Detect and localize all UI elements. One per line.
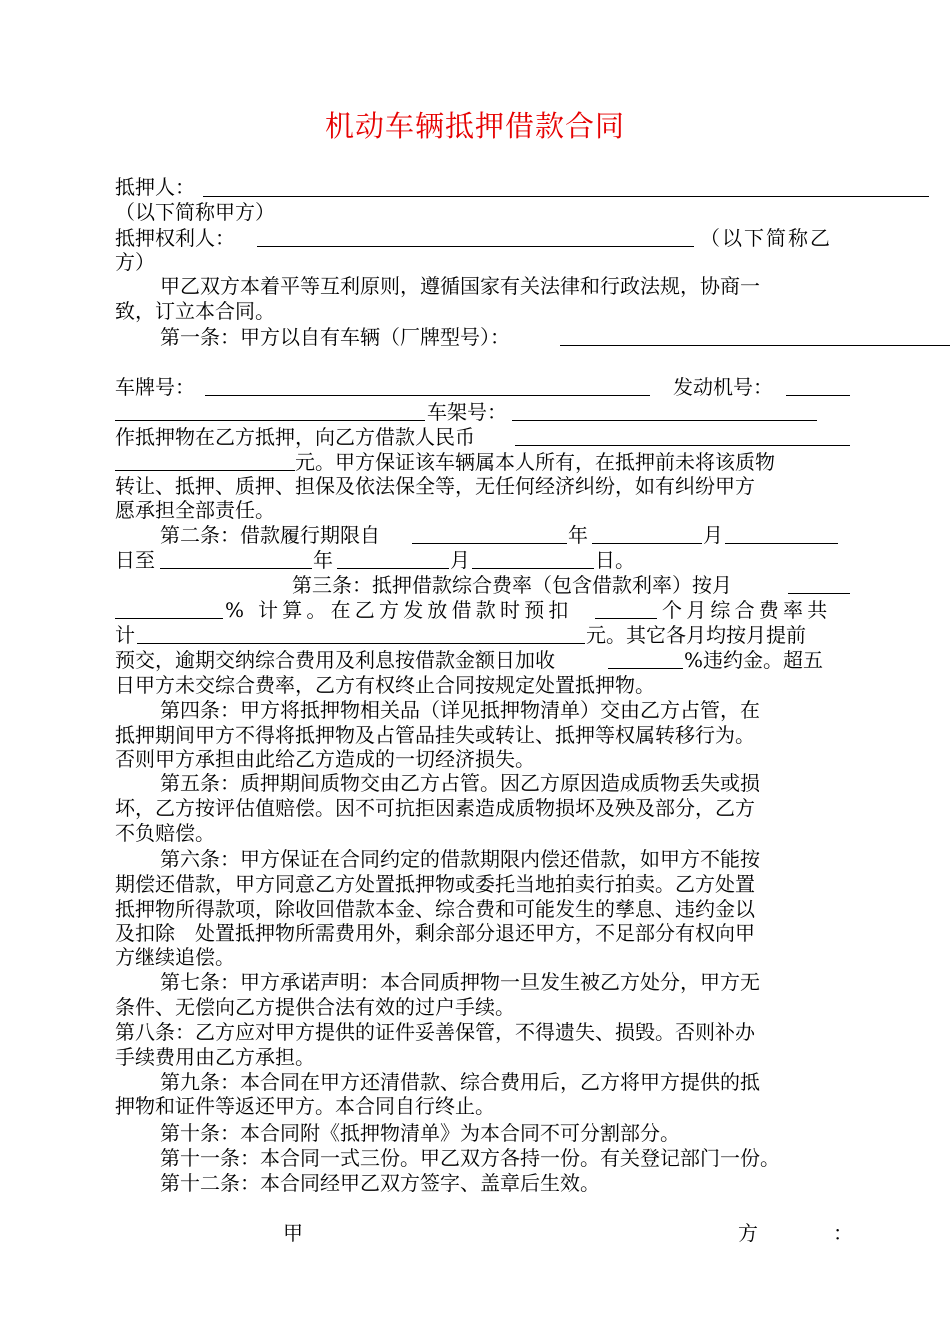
blank-engine-number [786, 395, 850, 396]
text-line: %违约金。超五 [684, 648, 824, 672]
blank-plate-number [205, 395, 650, 396]
blank-end-month [337, 568, 449, 569]
document-title: 机动车辆抵押借款合同 [324, 109, 625, 143]
text-line: 年 [568, 523, 588, 547]
text-line: 坏，乙方按评估值赔偿。因不可抗拒因素造成质物损坏及殃及部分，乙方 [115, 796, 755, 820]
text-line: 第一条：甲方以自有车辆（厂牌型号）： [160, 325, 510, 349]
text-line: % [225, 598, 245, 622]
text-line: 期偿还借款，甲方同意乙方处置抵押物或委托当地拍卖行拍卖。乙方处置 [115, 872, 755, 896]
text-line: 转让、抵押、质押、担保及依法保全等，无任何经济纠纷，如有纠纷甲方 [115, 474, 755, 498]
text-line: 甲乙双方本着平等互利原则，遵循国家有关法律和行政法规，协商一 [160, 274, 760, 298]
blank-mortgagor [203, 196, 929, 197]
text-line: 元。其它各月均按月提前 [586, 623, 806, 647]
text-line: 车牌号： [115, 375, 195, 399]
blank-start-year [412, 543, 567, 544]
text-line: 第二条：借款履行期限自 [160, 523, 380, 547]
signature-colon: ： [833, 1221, 853, 1245]
blank-frame-number [512, 420, 817, 421]
text-line: （以下简称甲方） [115, 200, 275, 224]
text-line: 作抵押物在乙方抵押，向乙方借款人民币 [115, 425, 475, 449]
text-line: 车架号： [427, 400, 507, 424]
signature-party-a-label: 甲 [283, 1221, 303, 1245]
text-line: 第十一条：本合同一式三份。甲乙双方各持一份。有关登记部门一份。 [160, 1146, 780, 1170]
text-line: 第五条：质押期间质物交由乙方占管。因乙方原因造成质物丢失或损 [160, 771, 760, 795]
text-line: 抵押人： [115, 175, 195, 199]
text-line: 第九条：本合同在甲方还清借款、综合费用后，乙方将甲方提供的抵 [160, 1070, 760, 1094]
text-line: 预交，逾期交纳综合费用及利息按借款金额日加收 [115, 648, 555, 672]
text-line: 月 [703, 523, 723, 547]
text-line: 月 [450, 548, 470, 572]
blank-end-year [160, 568, 312, 569]
blank-vehicle-model [560, 345, 950, 346]
text-line: 第七条：甲方承诺声明：本合同质押物一旦发生被乙方处分，甲方无 [160, 970, 760, 994]
blank-start-month [592, 543, 702, 544]
text-line: 押物和证件等返还甲方。本合同自行终止。 [115, 1094, 495, 1118]
text-line: 计算。在乙方发放借款时预扣 [258, 598, 573, 622]
blank-loan-amount-cont [115, 470, 295, 471]
text-line: 个月综合费率共 [662, 598, 832, 622]
text-line: 日。 [595, 548, 635, 572]
blank-months-withheld [595, 618, 657, 619]
text-line: 日至 [115, 548, 155, 572]
text-line: 手续费用由乙方承担。 [115, 1045, 315, 1069]
text-line: 条件、无偿向乙方提供合法有效的过户手续。 [115, 995, 515, 1019]
text-line: 元。甲方保证该车辆属本人所有，在抵押前未将该质物 [295, 450, 775, 474]
text-line: 第四条：甲方将抵押物相关品（详见抵押物清单）交由乙方占管，在 [160, 698, 760, 722]
blank-loan-amount [515, 445, 850, 446]
blank-monthly-rate [788, 593, 850, 594]
text-line: 第八条：乙方应对甲方提供的证件妥善保管，不得遗失、损毁。否则补办 [115, 1020, 755, 1044]
blank-penalty-rate [608, 668, 683, 669]
text-line: 愿承担全部责任。 [115, 498, 275, 522]
text-line: 第三条：抵押借款综合费率（包含借款利率）按月 [292, 573, 732, 597]
text-line: 第六条：甲方保证在合同约定的借款期限内偿还借款，如甲方不能按 [160, 847, 760, 871]
blank-monthly-rate-cont [115, 618, 223, 619]
text-line: 方） [115, 250, 155, 274]
blank-start-day [725, 543, 838, 544]
blank-engine-number-cont [115, 420, 425, 421]
blank-end-day [472, 568, 594, 569]
text-line: 抵押物所得款项，除收回借款本金、综合费和可能发生的孳息、违约金以 [115, 897, 755, 921]
text-line: 发动机号： [673, 375, 773, 399]
text-line: （以下简称乙 [700, 226, 832, 250]
text-line: 不负赔偿。 [115, 821, 215, 845]
text-line: 计 [115, 623, 135, 647]
text-line: 抵押期间甲方不得将抵押物及占管品挂失或转让、抵押等权属转移行为。 [115, 723, 755, 747]
text-line: 第十条：本合同附《抵押物清单》为本合同不可分割部分。 [160, 1121, 680, 1145]
text-line: 否则甲方承担由此给乙方造成的一切经济损失。 [115, 747, 535, 771]
text-line: 方继续追偿。 [115, 945, 235, 969]
blank-total-fee [137, 643, 585, 644]
text-line: 及扣除 处置抵押物所需费用外，剩余部分退还甲方，不足部分有权向甲 [115, 921, 755, 945]
text-line: 致，订立本合同。 [115, 299, 275, 323]
blank-mortgagee [257, 246, 694, 247]
text-line: 抵押权利人： [115, 226, 235, 250]
signature-party-a-label: 方 [738, 1221, 758, 1245]
text-line: 年 [313, 548, 333, 572]
text-line: 日甲方未交综合费率，乙方有权终止合同按规定处置抵押物。 [115, 673, 655, 697]
text-line: 第十二条：本合同经甲乙双方签字、盖章后生效。 [160, 1171, 600, 1195]
